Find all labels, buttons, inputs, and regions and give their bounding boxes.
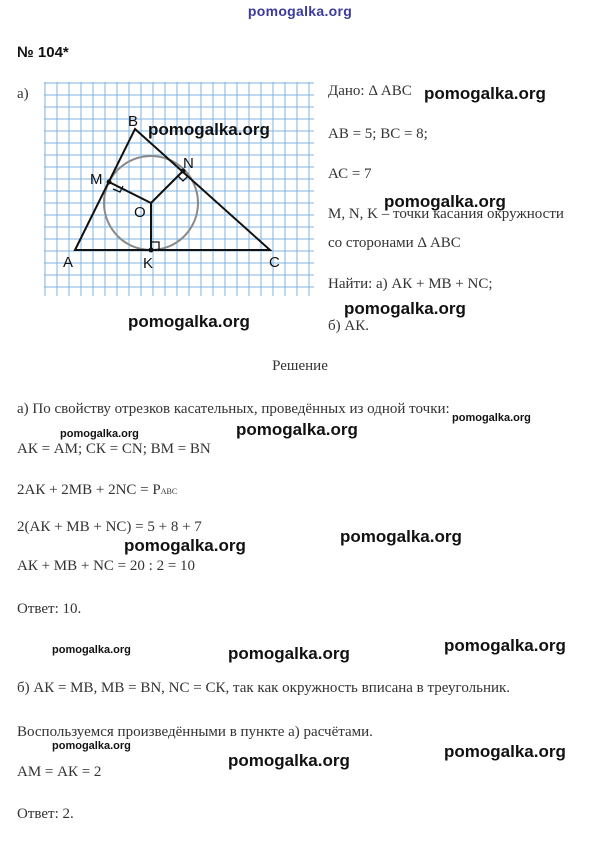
watermark: pomogalka.org bbox=[384, 192, 506, 211]
solution-a-eq4: АК + МВ + NC = 20 : 2 = 10 bbox=[17, 558, 196, 574]
watermark: pomogalka.org bbox=[444, 742, 566, 761]
watermark: pomogalka.org bbox=[424, 84, 546, 103]
given-side-ac: АС = 7 bbox=[328, 166, 372, 182]
triangle-abc bbox=[75, 129, 270, 250]
watermark: pomogalka.org bbox=[52, 644, 131, 656]
given-tangent-line-2: со сторонами Δ АВС bbox=[328, 235, 461, 251]
problem-number: № 104* bbox=[17, 44, 69, 61]
answer-a: Ответ: 10. bbox=[17, 601, 82, 617]
solution-b-eq: АМ = АК = 2 bbox=[17, 764, 102, 780]
label-b: B bbox=[128, 113, 139, 130]
watermark: pomogalka.org bbox=[340, 527, 462, 546]
solution-a-eq2 bbox=[17, 482, 177, 499]
label-a: A bbox=[63, 254, 74, 271]
watermark: pomogalka.org bbox=[228, 751, 350, 770]
answer-b: Ответ: 2. bbox=[17, 806, 74, 822]
watermark: pomogalka.org bbox=[452, 412, 531, 424]
watermark: pomogalka.org bbox=[228, 644, 350, 663]
given-title: Дано: Δ АВС bbox=[328, 83, 412, 99]
watermark: pomogalka.org bbox=[148, 120, 270, 139]
triangle-figure bbox=[44, 82, 314, 296]
label-k: K bbox=[143, 255, 154, 272]
given-tangent-line-1: M, N, K – точки касания окружности bbox=[328, 206, 564, 222]
label-o: O bbox=[134, 204, 146, 221]
watermark: pomogalka.org bbox=[236, 420, 358, 439]
solution-a-eq1: АК = АМ; СК = CN; ВМ = BN bbox=[17, 441, 211, 457]
perimeter-subscript: ABC bbox=[160, 487, 178, 496]
watermark: pomogalka.org bbox=[128, 312, 250, 331]
perimeter-equation: 2АК + 2МВ + 2NC = P bbox=[17, 482, 161, 498]
watermark: pomogalka.org bbox=[344, 299, 466, 318]
label-c: C bbox=[269, 254, 280, 271]
solution-heading: Решение bbox=[272, 358, 328, 374]
find-line-1: Найти: а) АК + МВ + NC; bbox=[328, 276, 493, 292]
label-n: N bbox=[183, 155, 194, 172]
watermark: pomogalka.org bbox=[124, 536, 246, 555]
solution-a-eq3: 2(АК + МВ + NC) = 5 + 8 + 7 bbox=[17, 519, 202, 535]
part-a-label: а) bbox=[17, 86, 29, 102]
solution-b-use: Воспользуемся произведёнными в пункте а) расчётами. bbox=[17, 724, 373, 740]
label-m: M bbox=[90, 171, 103, 188]
given-sides-ab-bc: АВ = 5; ВС = 8; bbox=[328, 126, 428, 142]
watermark: pomogalka.org bbox=[444, 636, 566, 655]
find-line-2: б) АК. bbox=[328, 318, 369, 334]
solution-b-intro: б) АК = МВ, МВ = BN, NC = СК, так как окружность вписана в треугольник. bbox=[17, 680, 511, 696]
watermark: pomogalka.org bbox=[52, 740, 131, 752]
watermark: pomogalka.org bbox=[60, 428, 139, 440]
solution-a-intro: а) По свойству отрезков касательных, проведённых из одной точки: bbox=[17, 401, 450, 417]
site-header-link[interactable]: pomogalka.org bbox=[247, 3, 353, 19]
